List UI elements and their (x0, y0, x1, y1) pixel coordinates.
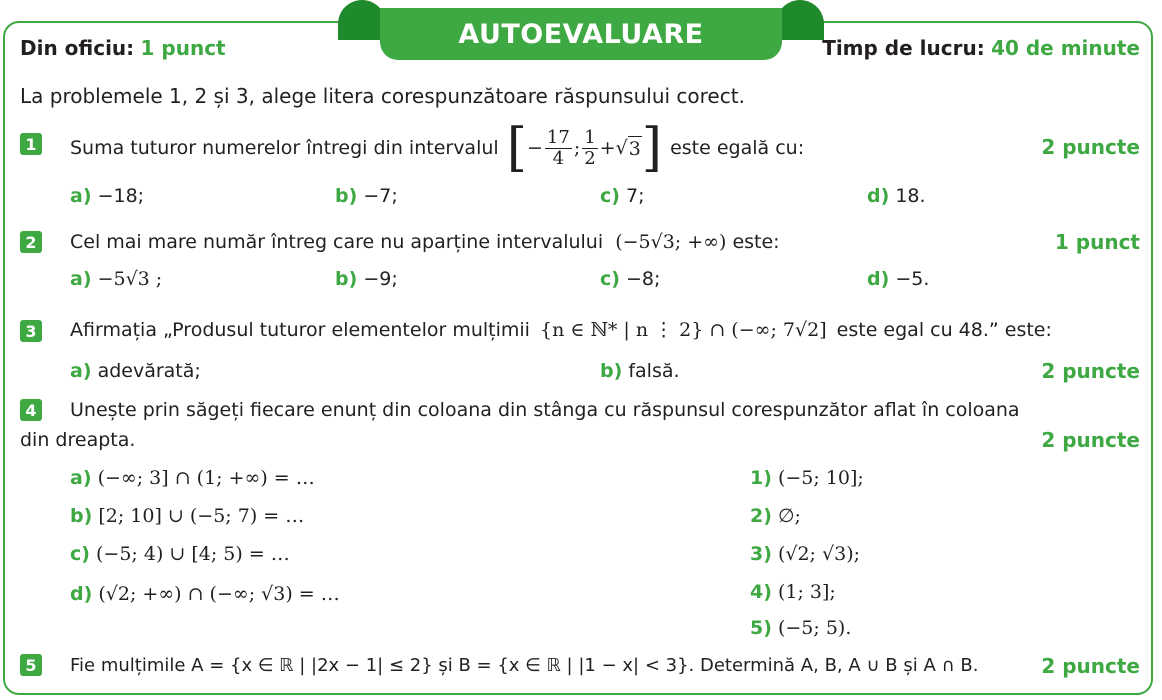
time-value: 40 de minute (991, 36, 1140, 60)
q4-right-5: 5) (−5; 5). (750, 617, 852, 639)
q1-sqrt: 3 (628, 137, 641, 160)
q3-option-a: a) adevărată; (70, 360, 201, 382)
question-5-text: Fie mulțimile A = {x ∈ ℝ | |2x − 1| ≤ 2} și B = {x ∈ ℝ | |1 − x| < 3}. Determină A, B, A ∪ B și A ∩ B. (70, 655, 979, 676)
q4-left-a: a) (−∞; 3] ∩ (1; +∞) = … (70, 467, 315, 489)
q4-left-b: b) [2; 10] ∪ (−5; 7) = … (70, 505, 305, 527)
question-number-5: 5 (20, 654, 42, 676)
question-4-line1: Unește prin săgeți fiecare enunț din coloana din stânga cu răspunsul corespunzător aflat în coloana (70, 399, 1020, 421)
q1-option-d: d) 18. (867, 185, 926, 207)
banner-right-tab (776, 0, 824, 40)
banner-left-tab (338, 0, 386, 40)
page-title: AUTOEVALUARE (380, 8, 782, 60)
q1-text-after: este egală cu: (670, 137, 805, 159)
q4-left-c: c) (−5; 4) ∪ [4; 5) = … (70, 543, 290, 565)
oficiu-label: Din oficiu: (20, 36, 135, 60)
intro-text: La problemele 1, 2 și 3, alege litera corespunzătoare răspunsului corect. (20, 84, 745, 108)
q4-left-d: d) (√2; +∞) ∩ (−∞; √3) = … (70, 583, 340, 605)
q2-option-a: a) −5√3 ; (70, 268, 163, 290)
q3-option-b: b) falsă. (600, 360, 680, 382)
question-number-3: 3 (20, 320, 42, 342)
question-number-4: 4 (20, 399, 42, 421)
question-number-1: 1 (20, 133, 42, 155)
q2-interval: (−5√3; +∞) (615, 231, 727, 253)
q4-right-1: 1) (−5; 10]; (750, 467, 864, 489)
q2-option-b: b) −9; (335, 268, 398, 290)
question-1-text (70, 120, 804, 176)
q1-frac1-num: 17 (546, 126, 570, 148)
q3-set: {n ∈ ℕ* | n ⋮ 2} ∩ (−∞; 7√2] (540, 319, 827, 341)
oficiu-value: 1 punct (140, 36, 226, 60)
q1-option-b: b) −7; (335, 185, 398, 207)
question-2-text: Cel mai mare număr întreg care nu aparține intervalului (−5√3; +∞) este: (70, 231, 780, 253)
question-3-text: Afirmația „Produsul tuturor elementelor mulțimii {n ∈ ℕ* | n ⋮ 2} ∩ (−∞; 7√2] este egal cu 48.” este: (70, 319, 1052, 341)
q5-points: 2 puncte (1041, 654, 1140, 678)
question-number-2: 2 (20, 231, 42, 253)
q2-points: 1 punct (1054, 230, 1140, 254)
q1-text-before: Suma tuturor numerelor întregi din intervalul (70, 137, 499, 159)
oficiu-info (20, 36, 226, 60)
q1-option-a: a) −18; (70, 185, 145, 207)
q1-option-c: c) 7; (600, 185, 645, 207)
question-4-line2: din dreapta. (20, 429, 136, 451)
q1-frac1-den: 4 (552, 147, 565, 169)
q4-right-3: 3) (√2; √3); (750, 543, 861, 565)
q1-frac2-num: 1 (584, 126, 596, 148)
q4-points: 2 puncte (1041, 428, 1140, 452)
q2-option-c: c) −8; (600, 268, 661, 290)
q1-interval: [ − $\frac{17}{4}$ ; $\frac{1}{2}$ +√ 3 ] (506, 118, 663, 178)
q2-option-d: d) −5. (867, 268, 930, 290)
time-info (822, 36, 1140, 60)
q1-frac2-den: 2 (584, 147, 596, 169)
time-label: Timp de lucru: (822, 36, 985, 60)
q4-right-4: 4) (1; 3]; (750, 581, 836, 603)
q1-points: 2 puncte (1041, 135, 1140, 159)
q3-points: 2 puncte (1041, 359, 1140, 383)
q4-right-2: 2) ∅; (750, 505, 801, 527)
